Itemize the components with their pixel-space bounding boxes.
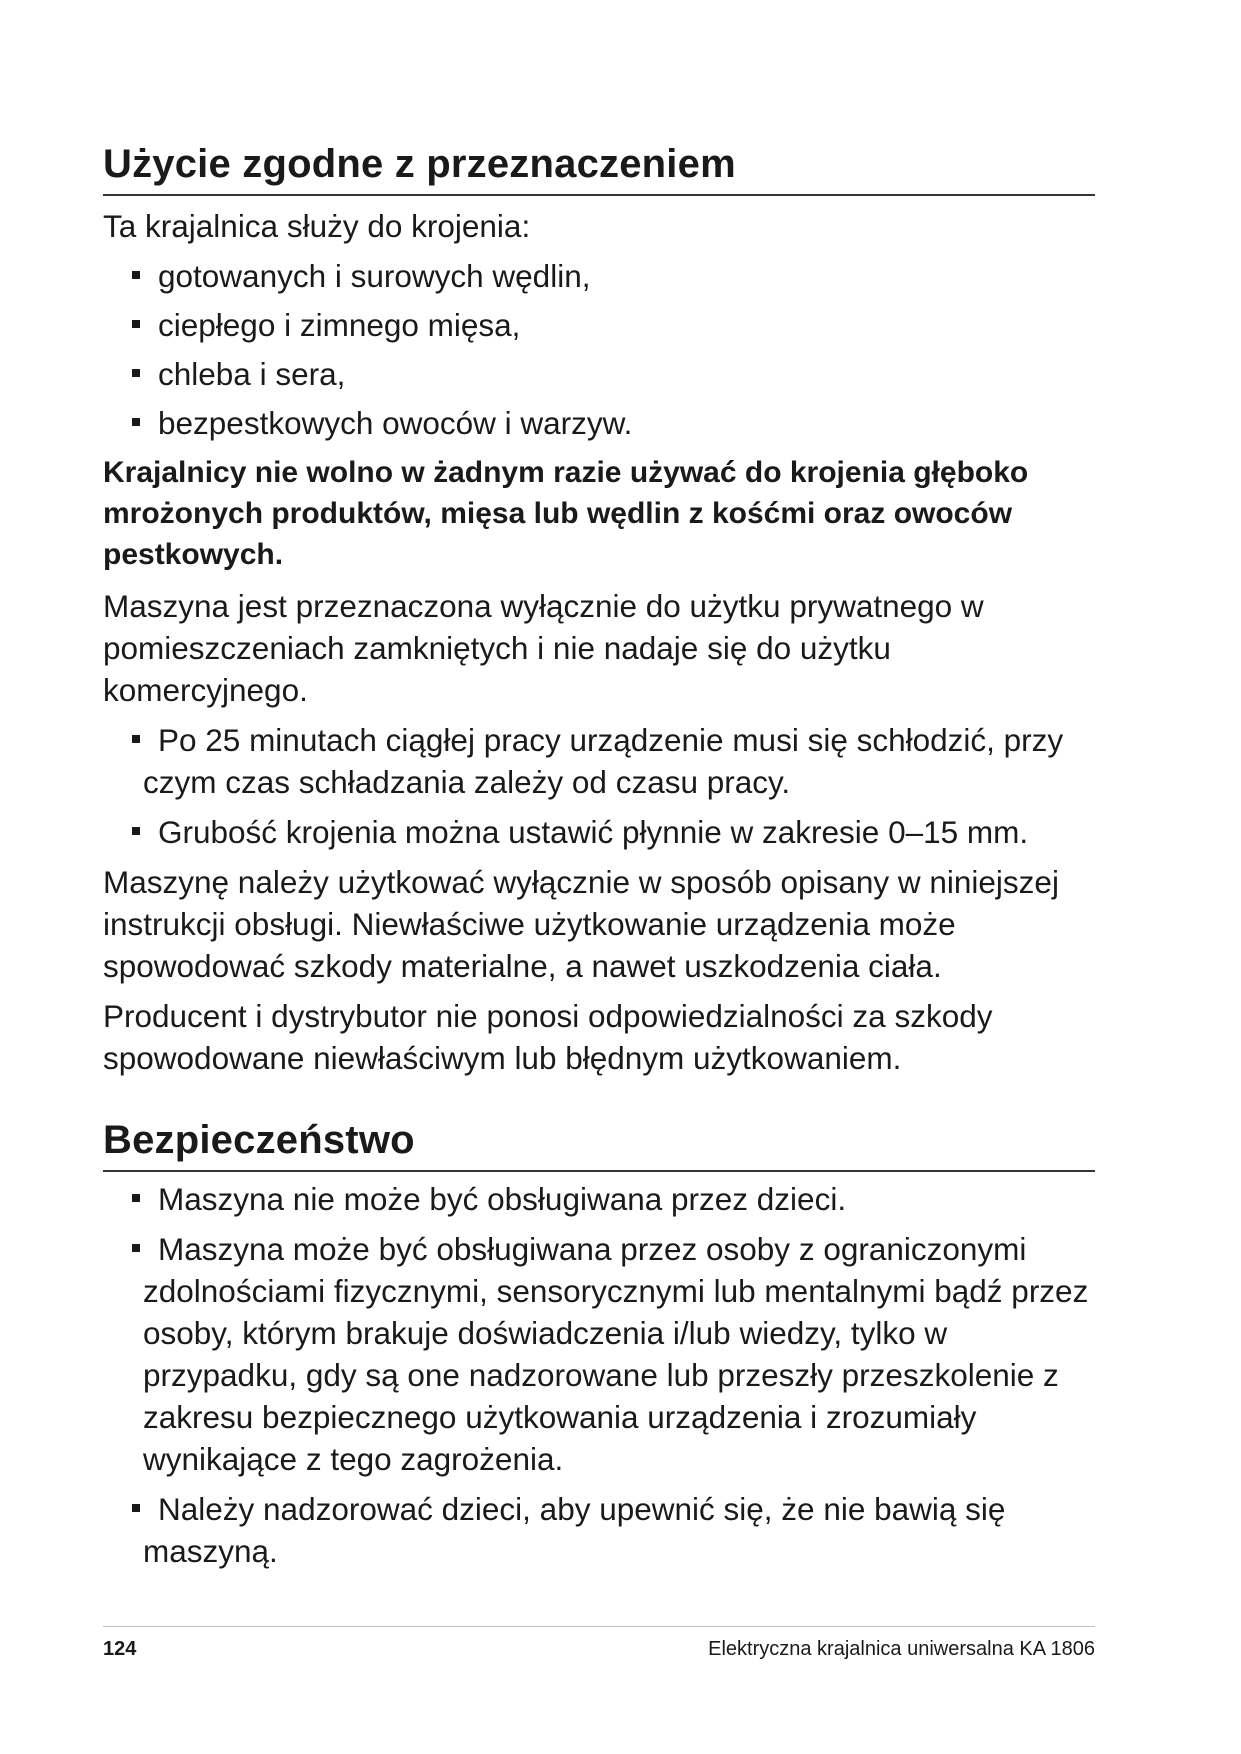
section-body-safety xyxy=(103,1178,1095,1580)
usage-notes xyxy=(103,719,1095,853)
list-item: bezpestkowych owoców i warzyw. xyxy=(103,402,1095,444)
list-item: Należy nadzorować dzieci, aby upewnić się, że nie bawią się maszyną. xyxy=(103,1488,1095,1572)
bullet-icon xyxy=(132,735,140,743)
bullet-icon xyxy=(132,320,140,328)
page-footer xyxy=(103,1638,1095,1661)
usage-liability: Producent i dystrybutor nie ponosi odpowiedzialności za szkody spowodowane niewłaściwym lub błędnym użytkowaniem. xyxy=(103,998,993,1076)
list-item: chleba i sera, xyxy=(103,353,1095,395)
usage-instructions: Maszynę należy użytkować wyłącznie w sposób opisany w niniejszej instrukcji obsługi. Niewłaściwe użytkowanie urządzenia może spowodować szkody materialne, a nawet uszkodzenia ciała. xyxy=(103,864,1059,984)
list-item: Maszyna nie może być obsługiwana przez dzieci. xyxy=(103,1178,1095,1220)
section-title-safety: Bezpieczeństwo xyxy=(103,1118,1095,1172)
bullet-icon xyxy=(132,271,140,279)
list-item: ciepłego i zimnego mięsa, xyxy=(103,304,1095,346)
usage-list xyxy=(103,255,1095,444)
bullet-icon xyxy=(132,1194,140,1202)
safety-list xyxy=(103,1178,1095,1572)
product-name: Elektryczna krajalnica uniwersalna KA 1806 xyxy=(708,1638,1095,1660)
bullet-icon xyxy=(132,827,140,835)
bullet-icon xyxy=(132,418,140,426)
section-title-usage: Użycie zgodne z przeznaczeniem xyxy=(103,142,1095,196)
list-item: Grubość krojenia można ustawić płynnie w zakresie 0–15 mm. xyxy=(103,811,1095,853)
document-page xyxy=(103,0,1095,1754)
bullet-icon xyxy=(132,1504,140,1512)
usage-warning: Krajalnicy nie wolno w żadnym razie używać do krojenia głęboko mrożonych produktów, mięsa lub wędlin z kośćmi oraz owoców pestkowych. xyxy=(103,456,1029,571)
usage-intro: Ta krajalnica służy do krojenia: xyxy=(103,208,531,244)
footer-divider xyxy=(103,1626,1095,1627)
usage-purpose: Maszyna jest przeznaczona wyłącznie do użytku prywatnego w pomieszczeniach zamkniętych i nie nadaje się do użytku komercyjnego. xyxy=(103,588,984,708)
bullet-icon xyxy=(132,1244,140,1252)
list-item: Maszyna może być obsługiwana przez osoby z ograniczonymi zdolnościami fizycznymi, sensorycznymi lub mentalnymi bądź przez osoby, którym brakuje doświadczenia i/lub wiedzy, tylko w przypadku, gdy są one nadzorowane lub przeszły przeszkolenie z zakresu bezpiecznego użytkowania urządzenia i zrozumiały wynikające z tego zagrożenia. xyxy=(103,1228,1095,1480)
list-item: gotowanych i surowych wędlin, xyxy=(103,255,1095,297)
section-body-usage xyxy=(103,205,1095,1087)
page-number: 124 xyxy=(103,1638,137,1660)
bullet-icon xyxy=(132,369,140,377)
list-item: Po 25 minutach ciągłej pracy urządzenie musi się schłodzić, przy czym czas schładzania zależy od czasu pracy. xyxy=(103,719,1095,803)
